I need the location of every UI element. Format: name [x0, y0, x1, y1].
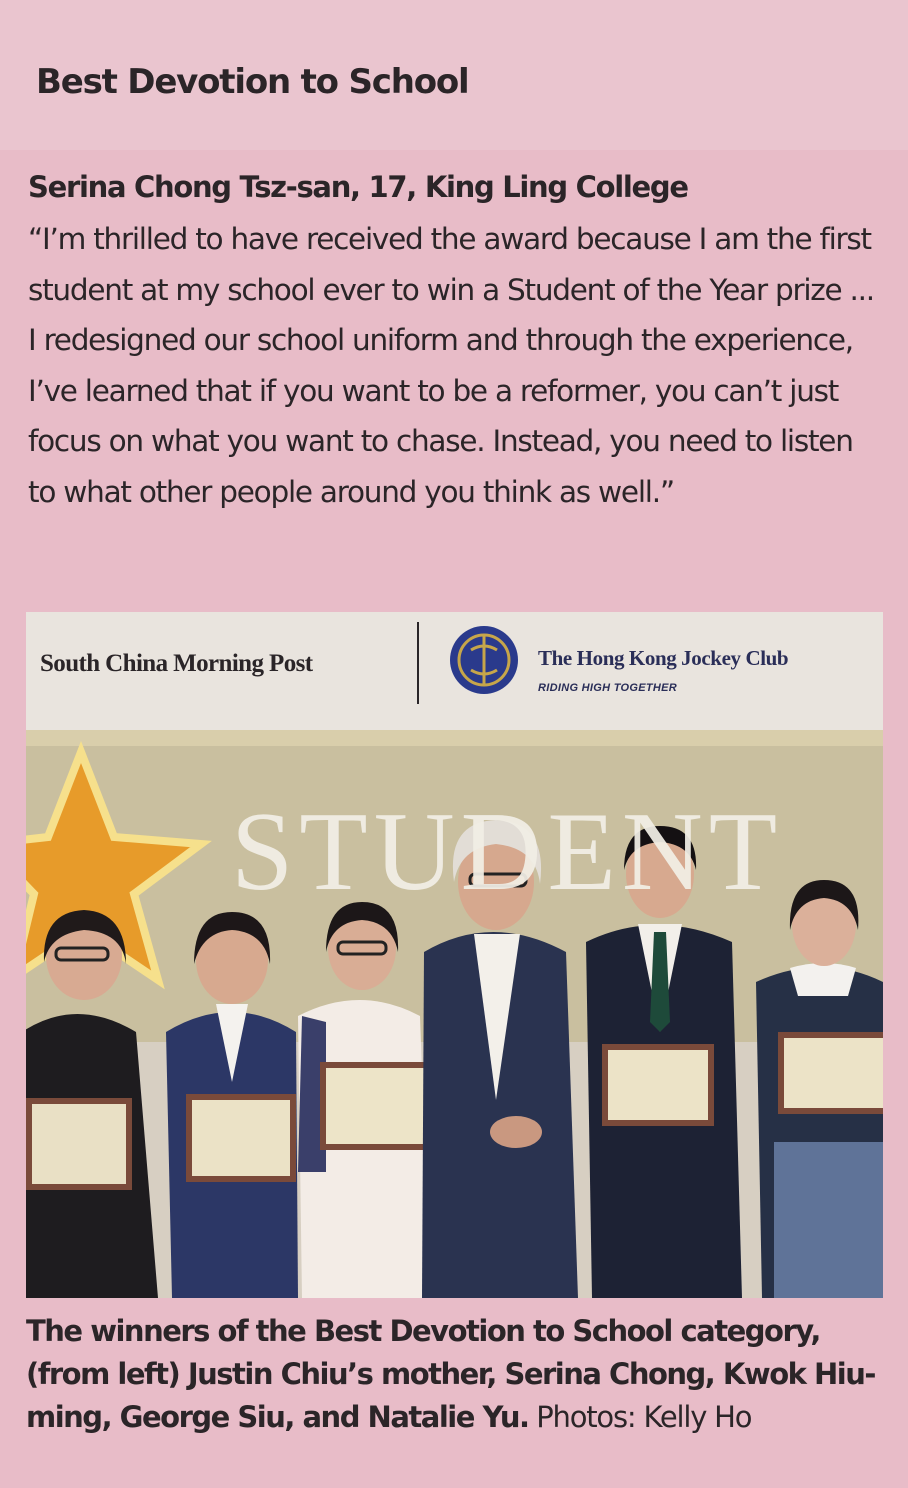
hkjc-tagline: RIDING HIGH TOGETHER — [538, 682, 678, 694]
backdrop-lettering: STUDENT — [231, 790, 784, 914]
section-title: Best Devotion to School — [36, 62, 469, 102]
photo-illustration — [26, 612, 883, 1298]
scmp-logo: South China Morning Post — [40, 650, 313, 677]
photo-caption — [26, 1310, 886, 1439]
award-photo — [26, 612, 883, 1298]
hkjc-emblem-icon — [450, 626, 518, 694]
quote-paragraph: “I’m thrilled to have received the award because I am the first student at my school ever to win a Student of the Year prize ... I redesigned our school uniform and through the experience, I’ve learned that if you want to be a reformer, you can’t just focus on what you want to chase. Instead, you need to listen to what other people around you think as well.” — [28, 222, 874, 509]
caption-text: The winners of the Best Devotion to School category, (from left) Justin Chiu’s mother, Serina Chong, Kwok Hiu-ming, George Siu, and Natalie Yu. — [26, 1314, 875, 1434]
byline: Serina Chong Tsz-san, 17, King Ling College — [28, 170, 688, 204]
hkjc-logo: The Hong Kong Jockey Club — [538, 646, 789, 670]
photo-credit: Photos: Kelly Ho — [536, 1400, 752, 1434]
